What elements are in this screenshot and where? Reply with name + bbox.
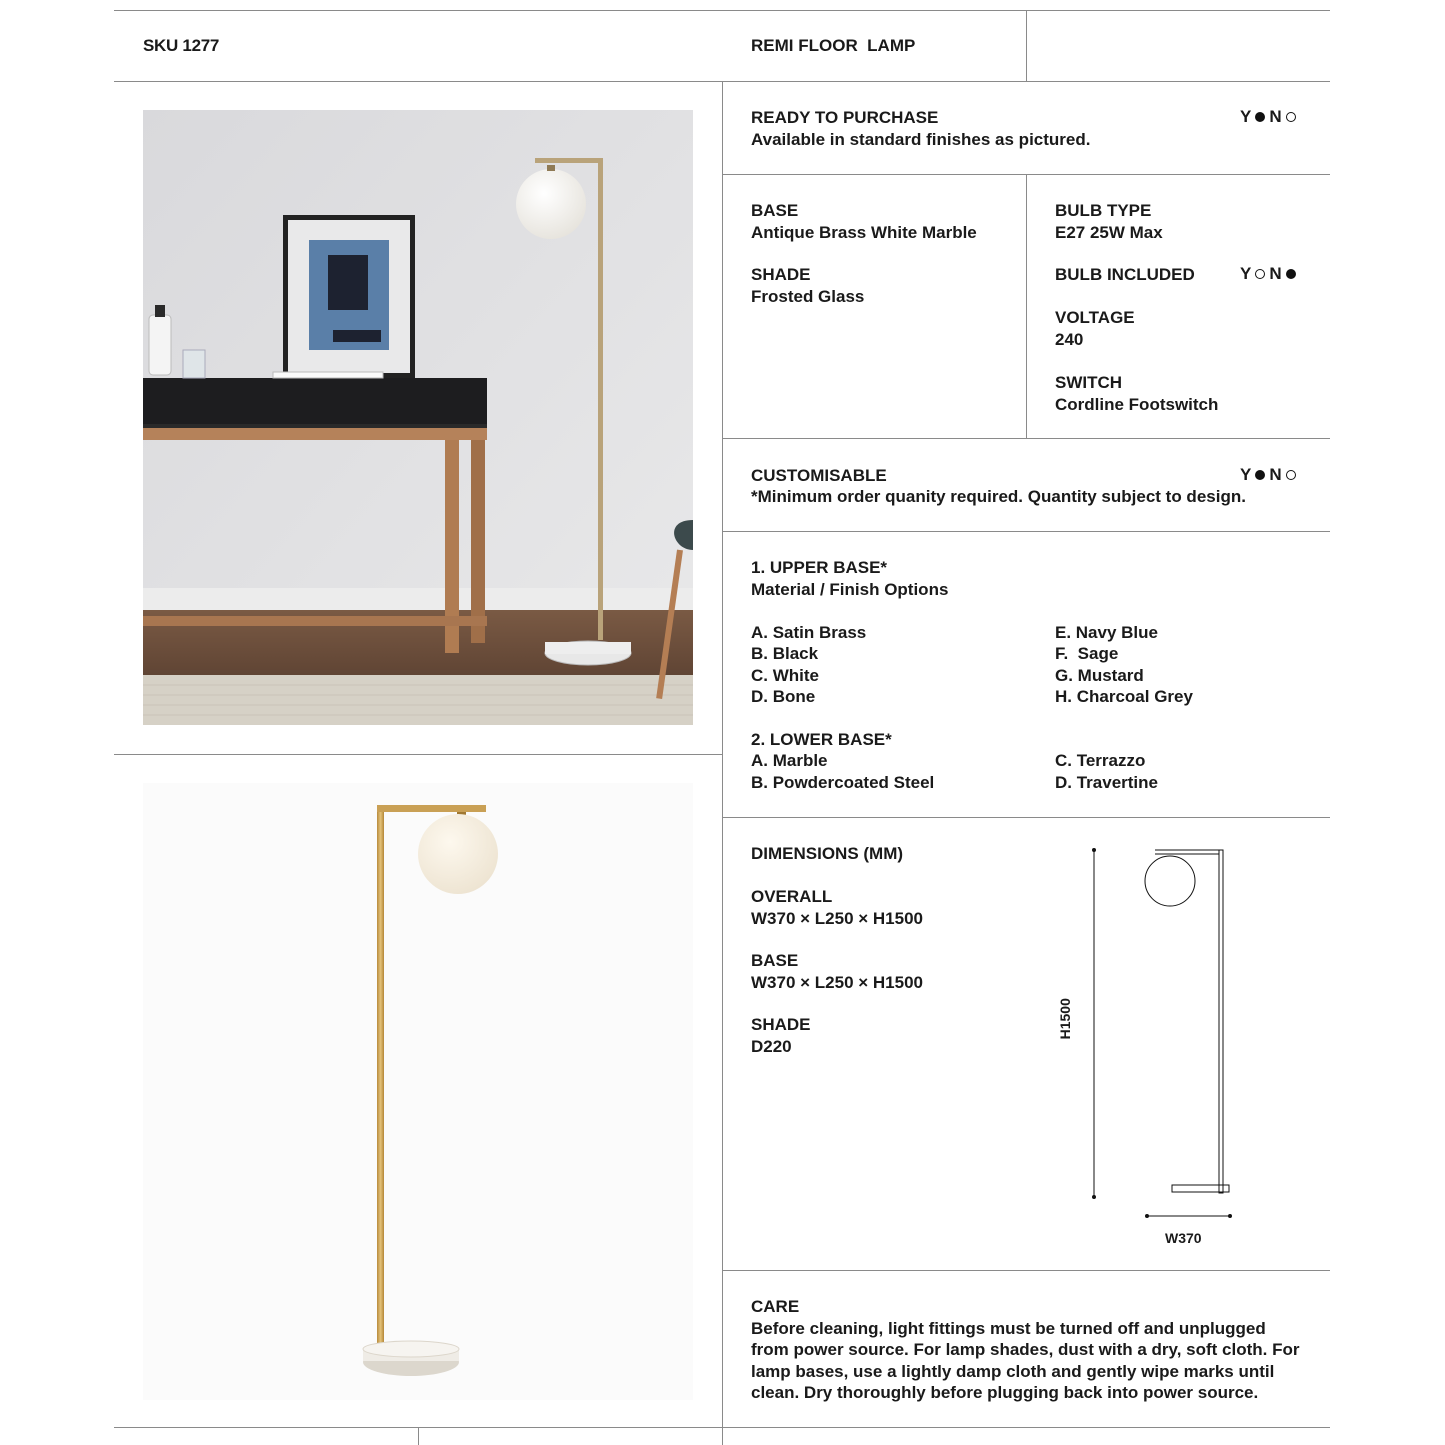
voltage-label: VOLTAGE <box>1055 308 1135 327</box>
bulb-type-value: E27 25W Max <box>1055 223 1163 242</box>
lower-option: A. Marble <box>751 751 828 770</box>
upper-option: D. Bone <box>751 687 816 706</box>
care-text-line: clean. Dry thoroughly before plugging back into power source. <box>751 1383 1259 1402</box>
upper-option: B. Black <box>751 644 819 663</box>
bulb-included-label: BULB INCLUDED <box>1055 265 1195 284</box>
no-label: N <box>1269 107 1282 126</box>
bottom-tick <box>418 1427 419 1445</box>
no-label: N <box>1269 465 1282 484</box>
yes-dot <box>1255 269 1265 279</box>
upper-option: E. Navy Blue <box>1055 623 1158 642</box>
custom-rule <box>722 531 1330 532</box>
lower-option: B. Powdercoated Steel <box>751 773 935 792</box>
customisable-text: *Minimum order quanity required. Quantity subject to design. <box>751 487 1246 506</box>
base-label: BASE <box>751 201 799 220</box>
ready-text: Available in standard finishes as pictured. <box>751 130 1091 149</box>
lower-option: C. Terrazzo <box>1055 751 1146 770</box>
overall-label: OVERALL <box>751 887 833 906</box>
sku-code: SKU 1277 <box>143 36 220 55</box>
yes-label: Y <box>1240 107 1252 126</box>
left-photo-rule <box>114 754 722 755</box>
upper-option: A. Satin Brass <box>751 623 867 642</box>
dimension-diagram <box>1060 840 1260 1250</box>
base-value: Antique Brass White Marble <box>751 223 977 242</box>
dimensions-label: DIMENSIONS (MM) <box>751 844 904 863</box>
specs-divider <box>1026 174 1027 439</box>
switch-label: SWITCH <box>1055 373 1123 392</box>
yes-dot <box>1255 112 1265 122</box>
dim-base-value: W370 × L250 × H1500 <box>751 973 924 992</box>
no-dot <box>1286 112 1296 122</box>
upper-option: F. Sage <box>1055 644 1119 663</box>
ready-yes-no <box>1240 107 1298 127</box>
top-rule <box>114 10 1330 11</box>
yes-label: Y <box>1240 264 1252 283</box>
upper-option: C. White <box>751 666 819 685</box>
upper-option: H. Charcoal Grey <box>1055 687 1193 706</box>
yes-dot <box>1255 470 1265 480</box>
header-divider <box>1026 10 1027 81</box>
no-label: N <box>1269 264 1282 283</box>
dim-shade-label: SHADE <box>751 1015 811 1034</box>
customisable-label: CUSTOMISABLE <box>751 466 887 485</box>
lower-option: D. Travertine <box>1055 773 1158 792</box>
bulb-type-label: BULB TYPE <box>1055 201 1152 220</box>
overall-value: W370 × L250 × H1500 <box>751 909 924 928</box>
lifestyle-photo <box>143 110 693 725</box>
no-dot <box>1286 269 1296 279</box>
care-text-line: from power source. For lamp shades, dust with a dry, soft cloth. For <box>751 1340 1300 1359</box>
lower-base-label: 2. LOWER BASE* <box>751 730 892 749</box>
care-text-line: lamp bases, use a lightly damp cloth and gently wipe marks until <box>751 1362 1275 1381</box>
diagram-height-label: H1500 <box>1056 998 1073 1040</box>
care-label: CARE <box>751 1297 800 1316</box>
upper-base-subtitle: Material / Finish Options <box>751 580 949 599</box>
upper-base-label: 1. UPPER BASE* <box>751 558 888 577</box>
bulb-included-yes-no <box>1240 264 1298 284</box>
dim-shade-value: D220 <box>751 1037 792 1056</box>
yes-label: Y <box>1240 465 1252 484</box>
voltage-value: 240 <box>1055 330 1084 349</box>
dim-base-label: BASE <box>751 951 799 970</box>
upper-option: G. Mustard <box>1055 666 1144 685</box>
dimensions-rule <box>722 1270 1330 1271</box>
no-dot <box>1286 470 1296 480</box>
shade-label: SHADE <box>751 265 811 284</box>
product-name: REMI FLOOR LAMP <box>751 36 916 55</box>
diagram-width-label: W370 <box>1165 1230 1202 1246</box>
care-text-line: Before cleaning, light fittings must be turned off and unplugged <box>751 1319 1266 1338</box>
bottom-rule <box>114 1427 1330 1428</box>
shade-value: Frosted Glass <box>751 287 865 306</box>
customisable-yes-no <box>1240 465 1298 485</box>
options-rule <box>722 817 1330 818</box>
switch-value: Cordline Footswitch <box>1055 395 1219 414</box>
specs-rule <box>722 438 1330 439</box>
main-divider <box>722 81 723 1445</box>
product-photo <box>143 783 693 1400</box>
ready-label: READY TO PURCHASE <box>751 108 939 127</box>
